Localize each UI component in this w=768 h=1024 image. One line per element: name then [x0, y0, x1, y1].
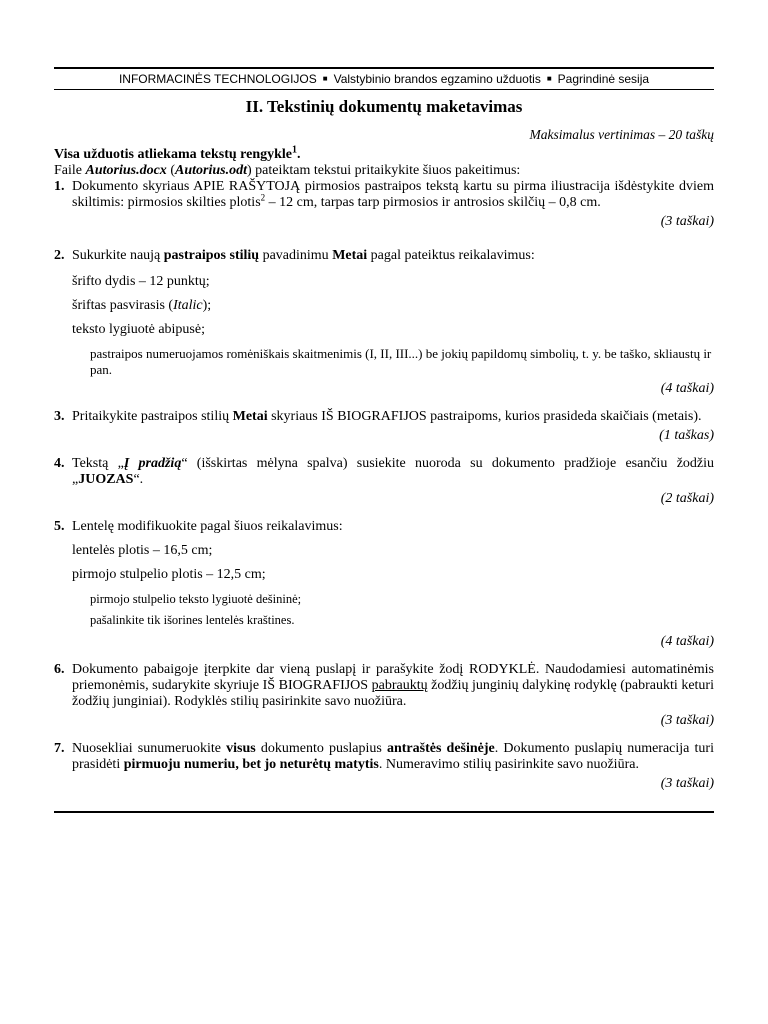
list-item: pirmojo stulpelio plotis – 12,5 cm; — [72, 567, 266, 582]
list-item: pašalinkite tik išorines lentelės kraštines. — [90, 613, 295, 627]
task-points: (2 taškai) — [660, 491, 714, 506]
footnote-mark: 2 — [260, 192, 266, 203]
task-3: 3. Pritaikykite pastraipos stilių Metai skyriaus IŠ BIOGRAFIJOS pastraipoms, kurios prasideda skaičiais (metais). (1 taškas) — [54, 409, 714, 443]
intro-line-1: Visa užduotis atliekama tekstų rengykle$^1$. — [54, 144, 301, 162]
task-5: 5. Lentelę modifikuokite pagal šiuos reikalavimus: lentelės plotis – 16,5 cm; pirmojo stulpelio plotis – 12,5 cm; pirmojo stulpelio teksto lygiuotė dešininė; pašalinkite tik išorines lentelės kraštines. (4 taškai) — [54, 519, 714, 649]
task-7: 7. Nuosekliai sunumeruokite visus dokumento puslapius antraštės dešinėje. Dokumento puslapių numeracija turi prasidėti pirmuoju numeriu, bet jo neturėtų matytis. Numeravimo stilių pasirinkite savo nuožiūra. (3 taškai) — [54, 741, 714, 791]
content — [54, 145, 714, 792]
file-name-docx: Autorius.docx — [85, 163, 167, 178]
task-points: (3 taškai) — [660, 713, 714, 728]
requirements-list — [72, 274, 714, 378]
section-title: II. Tekstinių dokumentų maketavimas — [245, 97, 523, 116]
task-2: 2. Sukurkite naują pastraipos stilių pavadinimu Metai pagal pateiktus reikalavimus: šrifto dydis – 12 punktų; šriftas pasvirasis (Italic); teksto lygiuotė abipusė; pastraipos numeruojamos romėniškais skaitmenimis (I, II, III...) be jokių papildomų simbolių, t. y. be taško, skliaustų ir pan. (4 taškai) — [54, 248, 714, 396]
task-points: (4 taškai) — [660, 634, 714, 649]
list-item: šriftas pasvirasis (Italic); — [72, 298, 212, 313]
task-points: (3 taškai) — [660, 214, 714, 229]
task-1: 1. Dokumento skyriaus APIE RAŠYTOJĄ pirmosios pastraipos tekstą kartu su pirma iliustracija išdėstykite dviem skiltimis: pirmosios skilties plotis$^2$ – 12 cm, tarpas tarp pirmosios ir antrosios skilčių – 0,8 cm. (3 taškai) — [54, 179, 714, 229]
task-points: (3 taškai) — [660, 776, 714, 791]
requirements-list — [72, 543, 714, 583]
list-item: pirmojo stulpelio teksto lygiuotė dešininė; — [90, 592, 302, 606]
task-points: (4 taškai) — [660, 381, 714, 396]
list-item: šrifto dydis – 12 punktų; — [72, 274, 210, 289]
file-name-odt: Autorius.odt — [174, 163, 247, 178]
list-item: pastraipos numeruojamos romėniškais skaitmenimis (I, II, III...) be jokių papildomų simbolių, t. y. be taško, skliaustų ir pan. — [90, 346, 712, 377]
bottom-rule — [54, 811, 714, 813]
task-6: 6. Dokumento pabaigoje įterpkite dar vieną puslapį ir parašykite žodį RODYKLĖ. Naudodamiesi automatinėmis priemonėmis, sudarykite skyriuje IŠ BIOGRAFIJOS pabrauktų žodžių junginių dalykinę rodyklę (pabraukti keturi žodžių junginiai). Rodyklės stilių pasirinkite savo nuožiūra. (3 taškai) — [54, 662, 714, 728]
list-item: lentelės plotis – 16,5 cm; — [72, 543, 213, 558]
footnote-mark: 1 — [292, 144, 298, 156]
requirements-sublist — [72, 591, 714, 628]
header-exam: Valstybinio brandos egzamino užduotis — [333, 72, 541, 86]
list-item: teksto lygiuotė abipusė; — [72, 322, 205, 337]
header-subject: INFORMACINĖS TECHNOLOGIJOS — [118, 72, 317, 86]
square-bullet-icon: ■ — [546, 73, 552, 83]
intro-line-2: Faile Autorius.docx (Autorius.odt) pateiktam tekstui pritaikykite šiuos pakeitimus: — [54, 163, 521, 178]
running-header — [54, 69, 714, 90]
max-score: Maksimalus vertinimas – 20 taškų — [529, 127, 714, 142]
header-session: Pagrindinė sesija — [557, 72, 650, 86]
square-bullet-icon: ■ — [322, 73, 328, 83]
task-4: 4. Tekstą „Į pradžią“ (išskirtas mėlyna spalva) susiekite nuoroda su dokumento pradžioje esančiu žodžiu „JUOZAS“. (2 taškai) — [54, 456, 715, 506]
task-points: (1 taškas) — [659, 428, 714, 443]
